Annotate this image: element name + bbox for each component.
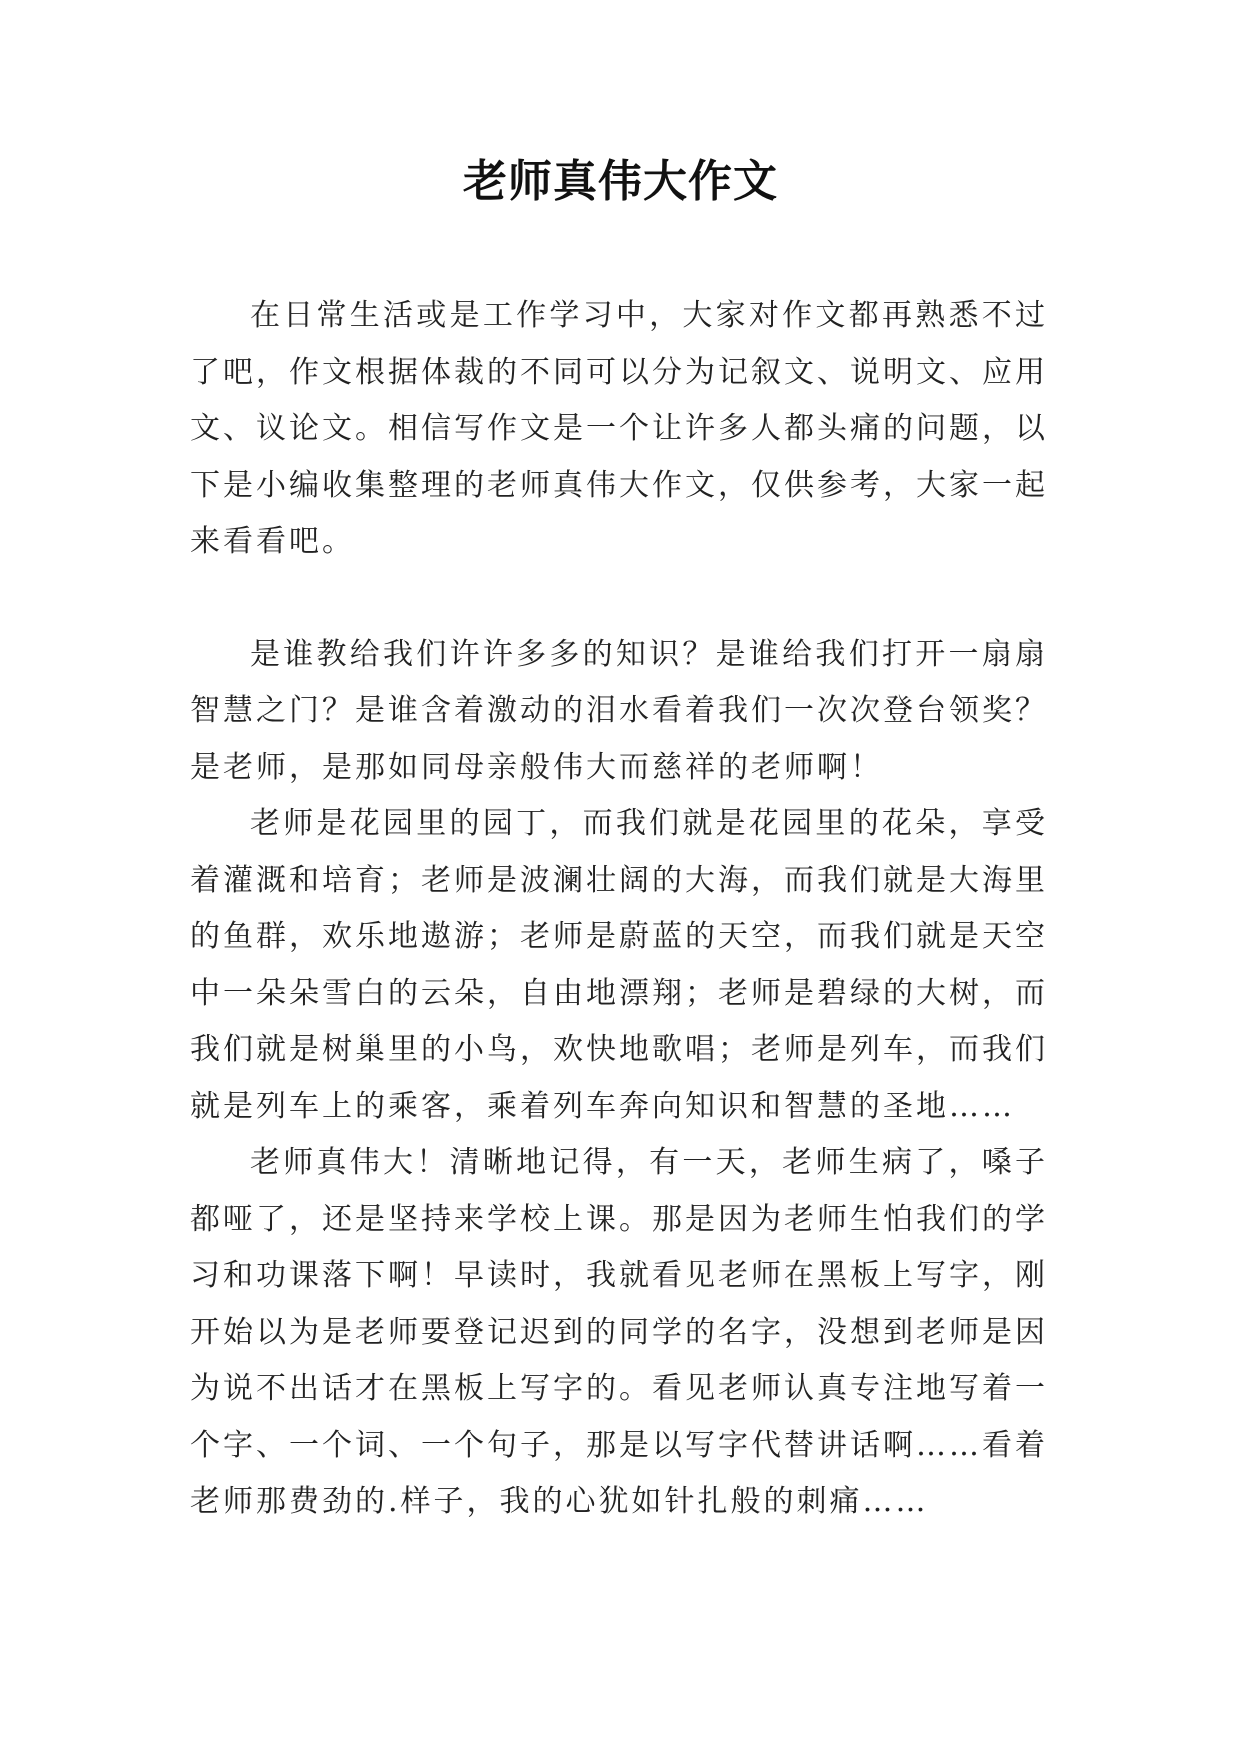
document-title: 老师真伟大作文	[463, 156, 778, 207]
document-body	[190, 288, 1048, 1531]
paragraph-2: 老师是花园里的园丁，而我们就是花园里的花朵，享受着灌溉和培育；老师是波澜壮阔的大海，而我们就是大海里的鱼群，欢乐地遨游；老师是蔚蓝的天空，而我们就是天空中一朵朵雪白的云朵，自由地漂翔；老师是碧绿的大树，而我们就是树巢里的小鸟，欢快地歌唱；老师是列车，而我们就是列车上的乘客，乘着列车奔向知识和智慧的圣地……	[190, 806, 1048, 1124]
paragraph-intro: 在日常生活或是工作学习中，大家对作文都再熟悉不过了吧，作文根据体裁的不同可以分为记叙文、说明文、应用文、议论文。相信写作文是一个让许多人都头痛的问题，以下是小编收集整理的老师真伟大作文，仅供参考，大家一起来看看吧。	[190, 298, 1048, 559]
paragraph-3: 老师真伟大！清晰地记得，有一天，老师生病了，嗓子都哑了，还是坚持来学校上课。那是因为老师生怕我们的学习和功课落下啊！早读时，我就看见老师在黑板上写字，刚开始以为是老师要登记迟到的同学的名字，没想到老师是因为说不出话才在黑板上写字的。看见老师认真专注地写着一个字、一个词、一个句子，那是以写字代替讲话啊……看着老师那费劲的.样子，我的心犹如针扎般的刺痛……	[190, 1145, 1048, 1519]
paragraph-1: 是谁教给我们许许多多的知识？是谁给我们打开一扇扇智慧之门？是谁含着激动的泪水看着我们一次次登台领奖？是老师，是那如同母亲般伟大而慈祥的老师啊！	[190, 636, 1048, 785]
